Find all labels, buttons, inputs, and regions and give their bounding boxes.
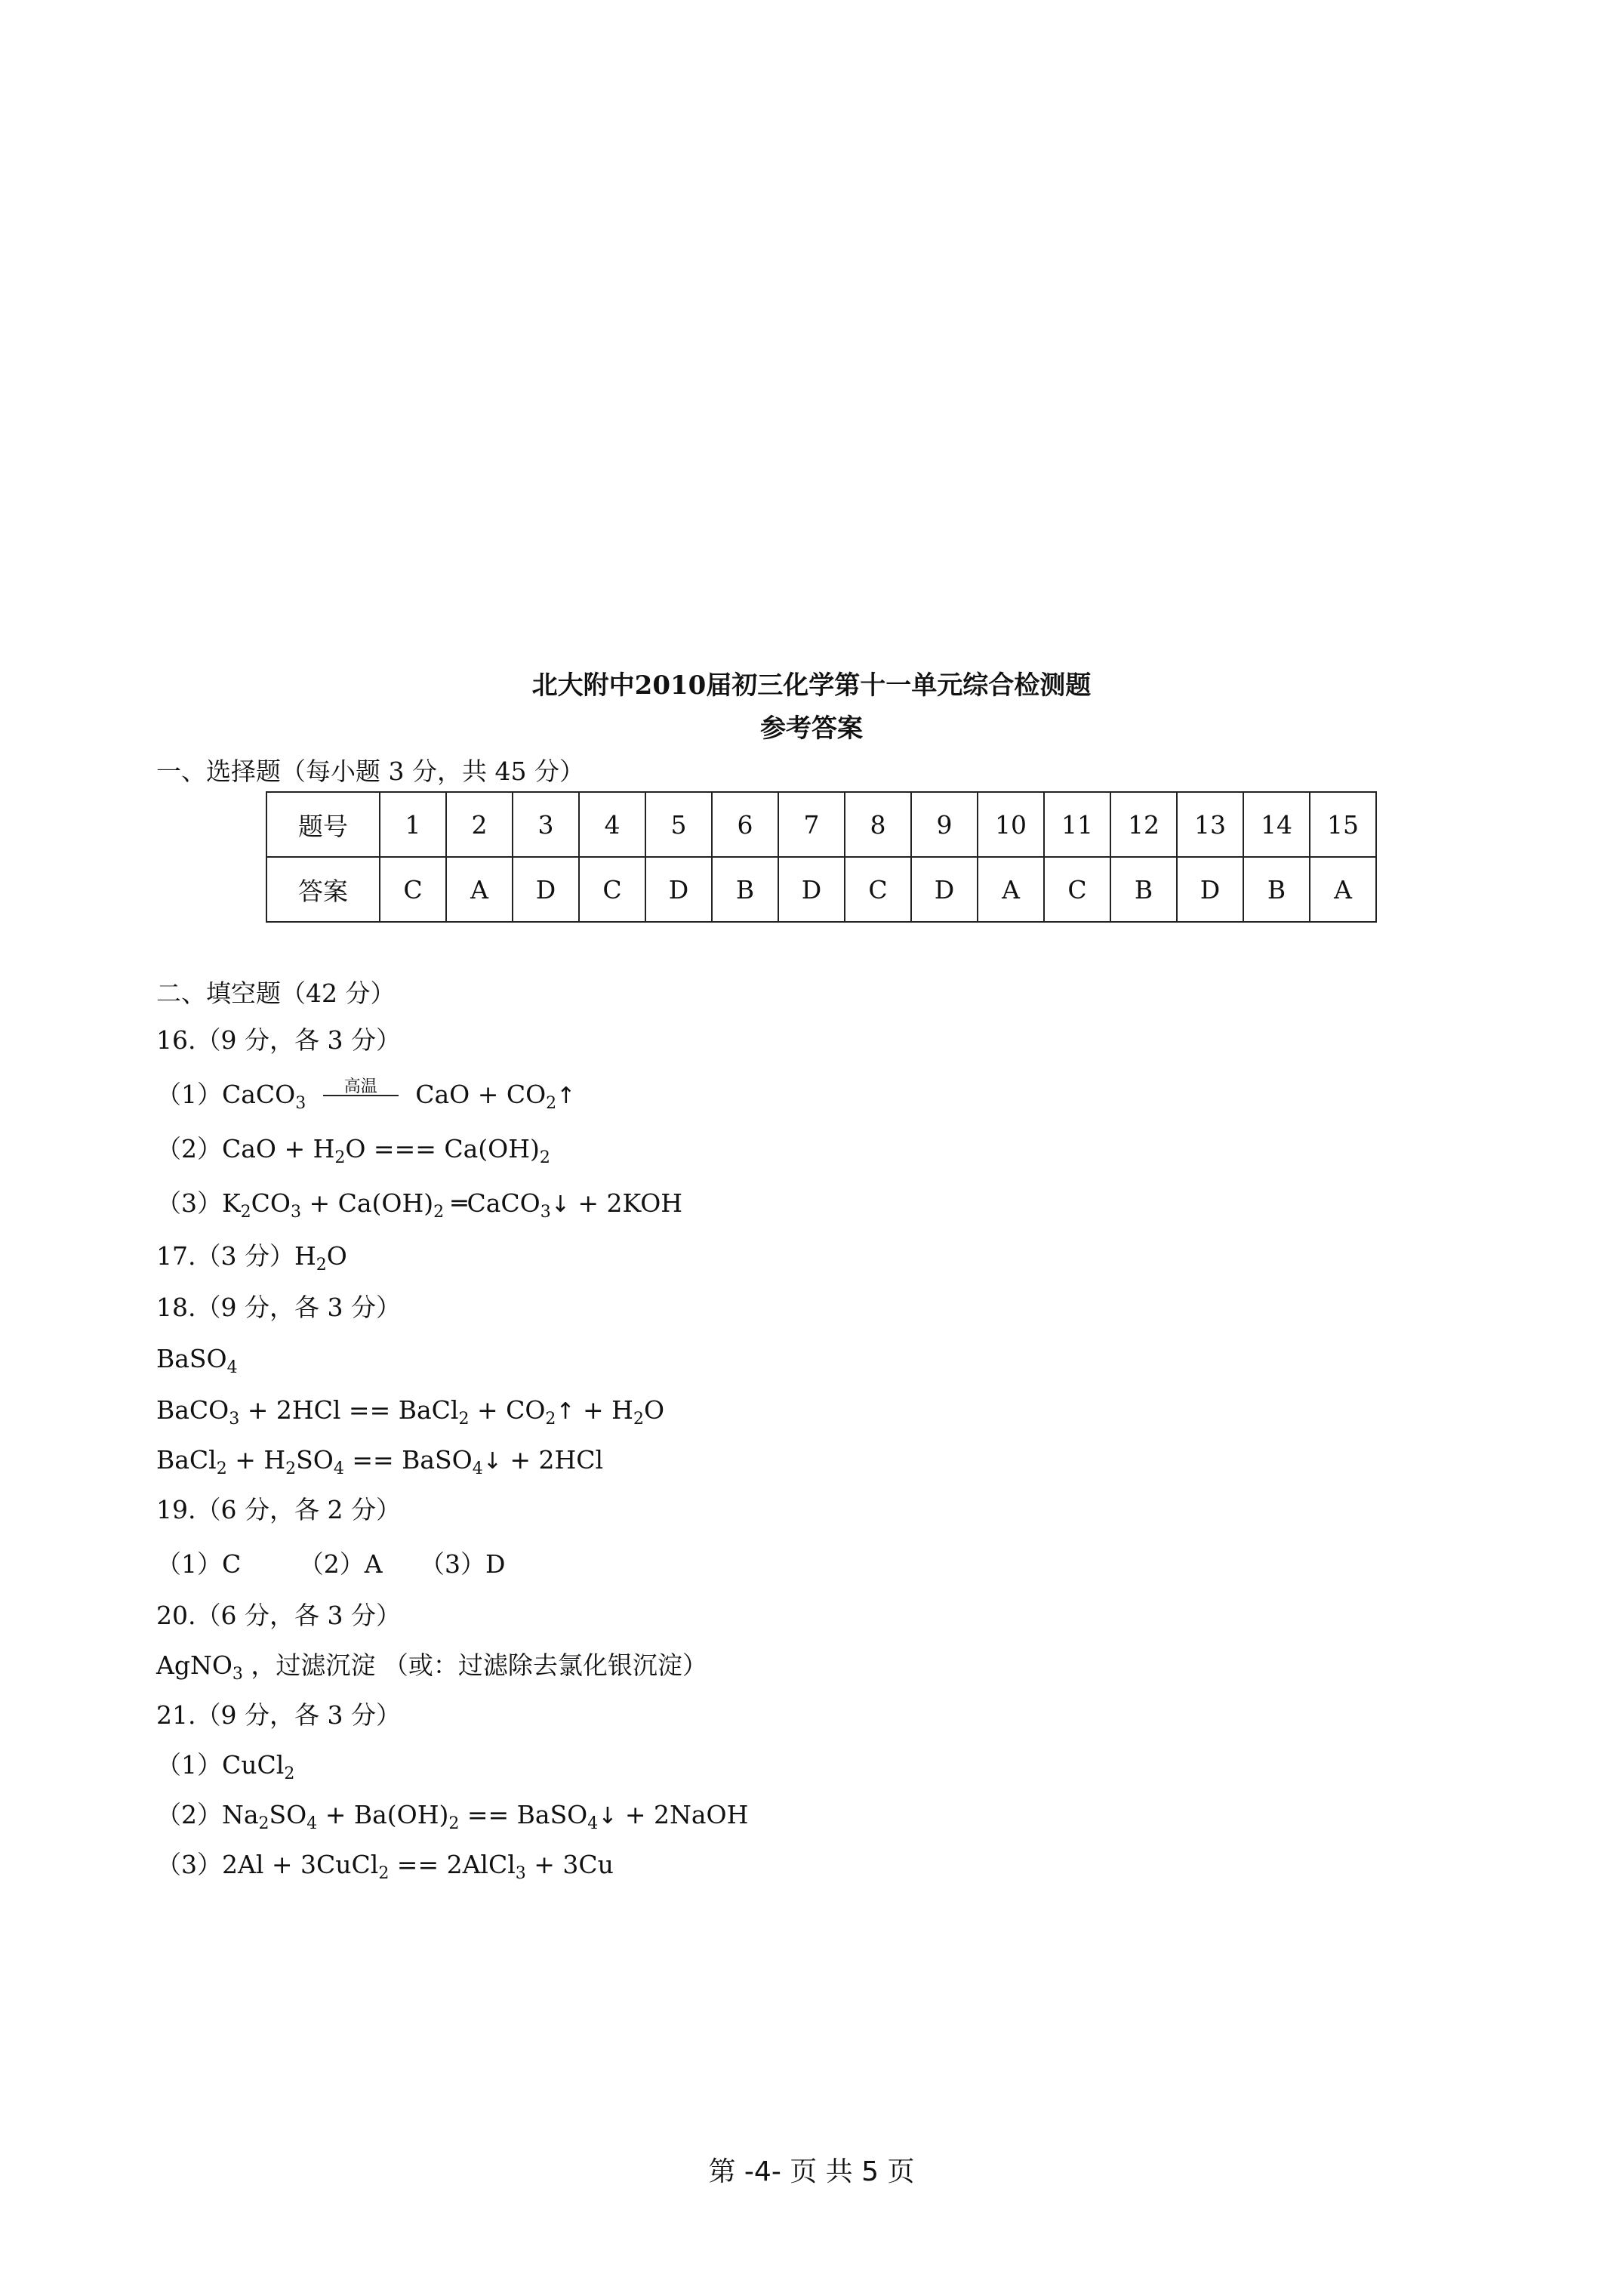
condition-line: [323, 1095, 399, 1096]
q20-label: 20.（6 分，各 3 分）: [156, 1601, 401, 1630]
q16-label: 16.（9 分，各 3 分）: [156, 1025, 401, 1055]
formula-part: SO: [296, 1445, 334, 1475]
q19-label: 19.（6 分，各 2 分）: [156, 1495, 401, 1524]
page-footer: 第 -4- 页 共 5 页: [708, 2156, 915, 2187]
formula-part: （2）CaO + H: [156, 1134, 335, 1163]
question-number: 4: [579, 792, 645, 857]
formula-part: + 2KOH: [569, 1188, 683, 1218]
formula-part: ，过滤沉淀 （或：过滤除去氯化银沉淀）: [242, 1650, 707, 1680]
formula-part: O: [326, 1241, 347, 1271]
formula-part: + H: [574, 1395, 633, 1425]
subscript: 3: [232, 1665, 243, 1684]
document-subtitle: 参考答案: [760, 713, 863, 744]
q21-equation-2: [156, 1850, 614, 1883]
subscript: 2: [285, 1459, 297, 1478]
formula-part: + 2HCl == BaCl: [239, 1395, 459, 1425]
subscript: 4: [472, 1459, 483, 1478]
question-number: 5: [645, 792, 712, 857]
subscript: 2: [284, 1764, 295, 1783]
answer-cell: D: [778, 857, 845, 922]
formula-part: == 2AlCl: [389, 1850, 516, 1879]
formula-part: == BaSO: [343, 1445, 473, 1475]
formula-part: （3）2Al + 3CuCl: [156, 1850, 379, 1879]
formula-part: + 2NaOH: [617, 1800, 749, 1829]
answer-cell: C: [380, 857, 446, 922]
q18-label: 18.（9 分，各 3 分）: [156, 1293, 401, 1322]
subscript: 4: [333, 1459, 344, 1478]
answer-cell: D: [645, 857, 712, 922]
question-number: 8: [845, 792, 911, 857]
formula-part: CaO + CO: [415, 1080, 547, 1109]
formula-part: ═CaCO: [444, 1188, 540, 1218]
reaction-condition: [323, 1077, 399, 1111]
subscript: 2: [433, 1203, 445, 1222]
q16-equation-1: [156, 1077, 576, 1113]
table-row-answers: [266, 857, 1376, 922]
formula-part: 17.（3 分）H: [156, 1241, 316, 1271]
section-2-heading: 二、填空题（42 分）: [156, 978, 396, 1008]
formula-part: + 3Cu: [525, 1850, 614, 1879]
formula-part: BaSO: [156, 1344, 227, 1373]
condition-label: 高温: [343, 1077, 377, 1096]
answer-cell: C: [845, 857, 911, 922]
subscript: 3: [290, 1203, 301, 1222]
subscript: 2: [240, 1203, 251, 1222]
answer-cell: B: [712, 857, 778, 922]
subscript: 2: [216, 1459, 227, 1478]
formula-part: （1）CuCl: [156, 1750, 285, 1780]
formula-part: AgNO: [156, 1650, 233, 1680]
precipitate-arrow-down-icon: ↓: [482, 1448, 502, 1475]
question-number: 7: [778, 792, 845, 857]
formula-part: （2）Na: [156, 1800, 259, 1829]
question-number: 14: [1243, 792, 1310, 857]
formula-part: SO: [269, 1800, 307, 1829]
formula-part: == BaSO: [459, 1800, 588, 1829]
formula-part: + Ca(OH): [300, 1188, 434, 1218]
subscript: 4: [587, 1814, 599, 1833]
subscript: 2: [539, 1148, 550, 1167]
formula-part: BaCl: [156, 1445, 217, 1475]
q21-label: 21.（9 分，各 3 分）: [156, 1700, 401, 1730]
gas-arrow-up-icon: ↑: [556, 1083, 576, 1109]
formula-part: O: [643, 1395, 665, 1425]
question-number: 10: [978, 792, 1044, 857]
table-header-answers: 答案: [266, 857, 380, 922]
question-number: 9: [911, 792, 978, 857]
question-number: 6: [712, 792, 778, 857]
answer-cell: A: [446, 857, 513, 922]
q19-answers: （1）C （2）A （3）D: [156, 1549, 506, 1579]
gas-arrow-up-icon: ↑: [556, 1398, 575, 1425]
subscript: 3: [229, 1410, 240, 1428]
question-number: 3: [513, 792, 579, 857]
formula-part: + Ba(OH): [317, 1800, 449, 1829]
subscript: 2: [545, 1410, 556, 1428]
answer-cell: D: [1177, 857, 1243, 922]
question-number: 13: [1177, 792, 1243, 857]
section-1-heading: 一、选择题（每小题 3 分，共 45 分）: [156, 757, 584, 786]
subscript: 2: [458, 1410, 470, 1428]
formula-part: + H: [226, 1445, 286, 1475]
q21-equation-1: [156, 1800, 748, 1832]
subscript: 2: [448, 1814, 460, 1833]
formula-part: + CO: [469, 1395, 546, 1425]
q21-answer-1: [156, 1750, 295, 1783]
q17-answer: [156, 1241, 347, 1274]
subscript: 3: [295, 1094, 306, 1113]
subscript: 4: [306, 1814, 318, 1833]
answer-cell: B: [1243, 857, 1310, 922]
question-number: 11: [1044, 792, 1110, 857]
table-header-numbers: 题号: [266, 792, 380, 857]
subscript: 3: [540, 1203, 551, 1222]
answer-cell: D: [911, 857, 978, 922]
precipitate-arrow-down-icon: ↓: [550, 1191, 570, 1218]
question-number: 15: [1310, 792, 1376, 857]
subscript: 2: [378, 1864, 390, 1883]
answer-cell: D: [513, 857, 579, 922]
formula-part: CO: [251, 1188, 291, 1218]
formula-part: （3）K: [156, 1188, 241, 1218]
subscript: 2: [546, 1094, 557, 1113]
document-title: 北大附中2010届初三化学第十一单元综合检测题: [531, 670, 1092, 701]
q18-equation-2: [156, 1445, 603, 1477]
table-row-numbers: [266, 792, 1376, 857]
question-number: 2: [446, 792, 513, 857]
formula-part: O === Ca(OH): [345, 1134, 540, 1163]
q16-equation-2: [156, 1134, 550, 1167]
subscript: 2: [258, 1814, 269, 1833]
formula-part: + 2HCl: [501, 1445, 604, 1475]
subscript: 3: [515, 1864, 526, 1883]
q18-line-1: [156, 1344, 238, 1377]
subscript: 4: [226, 1358, 238, 1377]
formula-part: （1）CaCO: [156, 1080, 296, 1109]
subscript: 2: [633, 1410, 644, 1428]
q20-answer: [156, 1650, 707, 1684]
subscript: 2: [334, 1148, 346, 1167]
subscript: 2: [316, 1256, 327, 1274]
q18-equation-1: [156, 1395, 664, 1427]
answer-table: [266, 791, 1377, 923]
answer-cell: A: [978, 857, 1044, 922]
formula-part: BaCO: [156, 1395, 229, 1425]
precipitate-arrow-down-icon: ↓: [598, 1803, 617, 1829]
question-number: 1: [380, 792, 446, 857]
answer-cell: C: [1044, 857, 1110, 922]
question-number: 12: [1110, 792, 1177, 857]
q16-equation-3: [156, 1188, 682, 1220]
answer-cell: A: [1310, 857, 1376, 922]
answer-cell: C: [579, 857, 645, 922]
answer-cell: B: [1110, 857, 1177, 922]
